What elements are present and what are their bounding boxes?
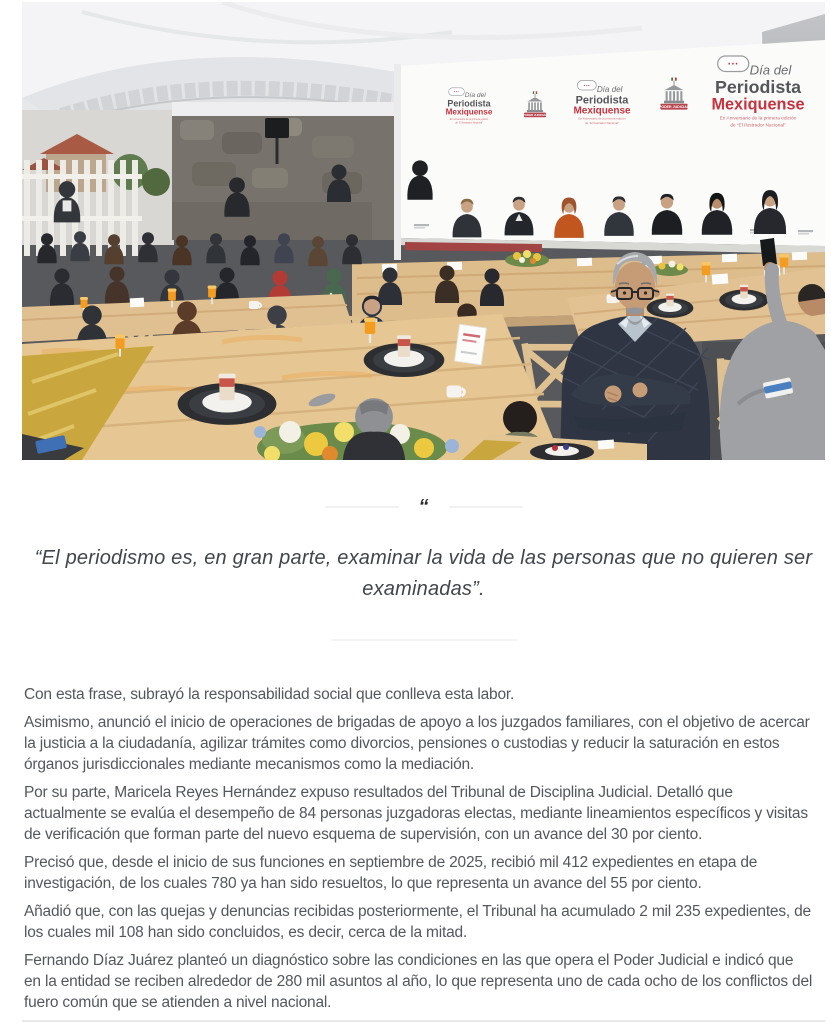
bottom-divider — [22, 1020, 825, 1022]
event-photo-illustration — [22, 2, 825, 460]
menu-card — [454, 324, 486, 364]
paragraph: Precisó que, desde el inicio de sus funciones en septiembre de 2025, recibió mil 412 expedientes en etapa de investigación, de los cuales 780 ya han sido resueltos, lo que representa un avance del 55 por ciento. — [24, 854, 758, 892]
quote-rule-left — [325, 506, 399, 508]
quote-mark-icon: “ — [418, 496, 429, 518]
paragraph: Con esta frase, subrayó la responsabilidad social que conlleva esta labor. — [24, 686, 515, 703]
event-photo — [22, 2, 825, 460]
paragraph: Asimismo, anunció el inicio de operaciones de brigadas de apoyo a los juzgados familiares, con el objetivo de acercar la justicia a la ciudadanía, agilizar trámites como divorcios, pensiones o custodias y reducir la saturación en estos órganos jurisdiccionales mediante mecanismos como la mediación. — [24, 714, 810, 773]
paragraph: Por su parte, Maricela Reyes Hernández expuso resultados del Tribunal de Disciplina Judicial. Detalló que actualmente se evalúa el desempeño de 84 personas juzgadoras electas, mediante lineamientos específicos y visitas de verificación que forman parte del nuevo esquema de supervisión, con un avance del 30 por ciento. — [24, 784, 808, 843]
quote-decoration — [22, 496, 825, 518]
paragraph: Fernando Díaz Juárez planteó un diagnóstico sobre las condiciones en las que opera el Poder Judicial e indicó que en la entidad se reciben alrededor de 280 mil asuntos al año, lo que representa uno de cada ocho de los conflictos del fuero común que se atienden a nivel nacional. — [24, 952, 813, 1011]
quote-rule-right — [449, 506, 523, 508]
article-body — [24, 684, 813, 1020]
quote-bottom-divider — [331, 639, 517, 641]
pull-quote-section — [22, 496, 825, 641]
pull-quote-text: “El periodismo es, en gran parte, examinar la vida de las personas que no quieren ser examinadas”. — [34, 547, 813, 600]
paragraph: Añadió que, con las quejas y denuncias recibidas posteriormente, el Tribunal ha acumulado 2 mil 235 expedientes, de los cuales mil 108 han sido concluidos, es decir, cerca de la mitad. — [24, 903, 811, 941]
